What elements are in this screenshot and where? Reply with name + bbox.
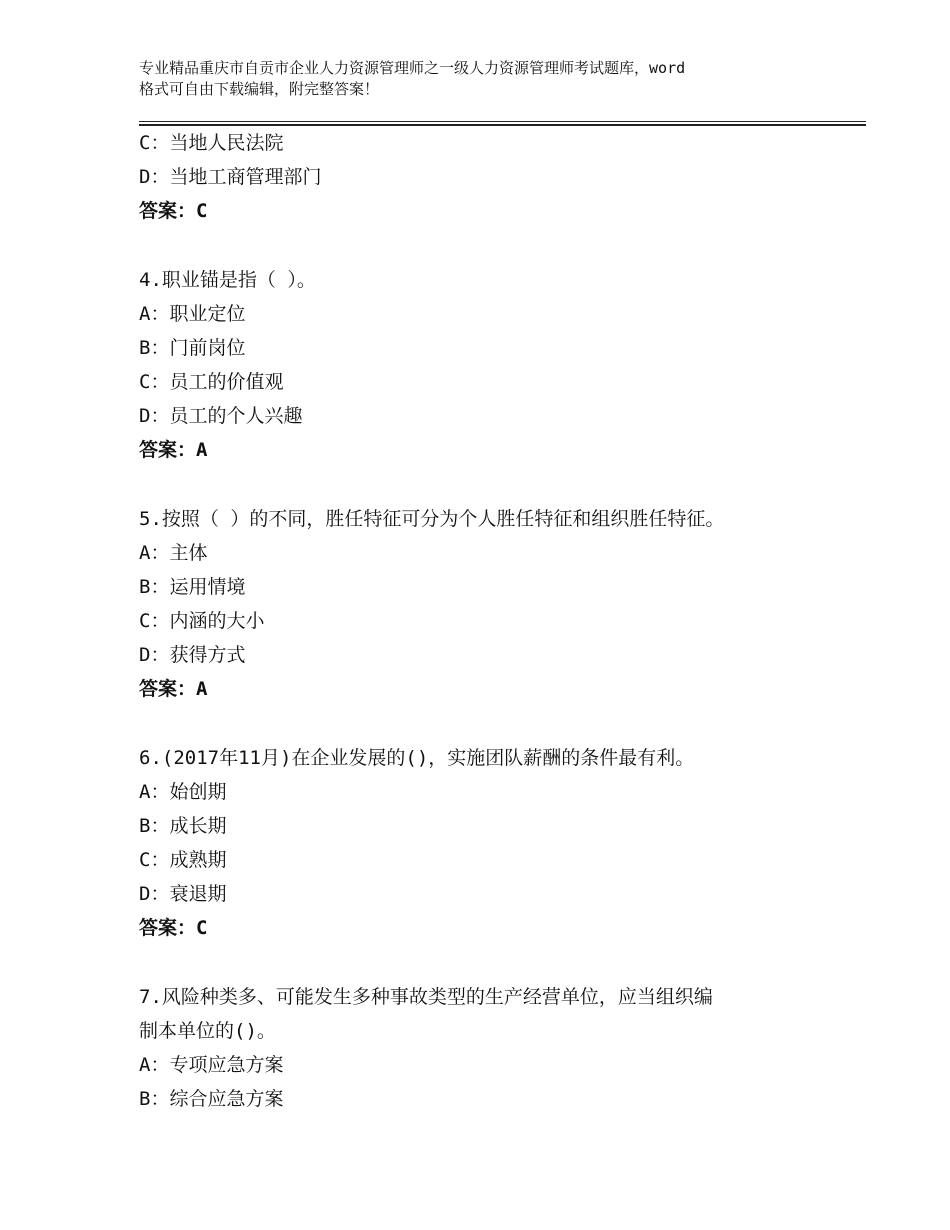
option-line: D：员工的个人兴趣 (139, 405, 303, 427)
option-line: C：内涵的大小 (139, 610, 265, 632)
option-line: A：职业定位 (139, 303, 246, 325)
option-line: A：始创期 (139, 781, 227, 803)
option-line: C：当地人民法院 (139, 132, 284, 154)
option-line: A：主体 (139, 542, 208, 564)
question-spacer (139, 706, 839, 741)
option-line: B：运用情境 (139, 576, 246, 598)
option-line: C：员工的价值观 (139, 371, 284, 393)
question-stem: 5.按照（ ）的不同，胜任特征可分为个人胜任特征和组织胜任特征。 (139, 508, 725, 530)
answer-line: 答案：A (139, 678, 208, 700)
question-spacer (139, 467, 839, 502)
question-stem-continued: 制本单位的()。 (139, 1020, 276, 1042)
document-header (139, 58, 829, 100)
option-line: D：获得方式 (139, 644, 246, 666)
option-line: B：综合应急方案 (139, 1088, 284, 1110)
question-stem: 7.风险种类多、可能发生多种事故类型的生产经营单位，应当组织编 (139, 986, 713, 1008)
option-line: D：当地工商管理部门 (139, 166, 322, 188)
option-line: D：衰退期 (139, 883, 227, 905)
question-spacer (139, 228, 839, 263)
option-line: B：门前岗位 (139, 337, 246, 359)
answer-line: 答案：C (139, 917, 208, 939)
option-line: C：成熟期 (139, 849, 227, 871)
question-stem: 6.(2017年11月)在企业发展的()，实施团队薪酬的条件最有利。 (139, 747, 695, 769)
question-spacer (139, 945, 839, 980)
option-line: B：成长期 (139, 815, 227, 837)
option-line: A：专项应急方案 (139, 1054, 284, 1076)
header-line-2: 格式可自由下载编辑，附完整答案！ (139, 80, 380, 98)
question-list (139, 126, 839, 1116)
answer-line: 答案：C (139, 200, 208, 222)
header-line-1: 专业精品重庆市自贡市企业人力资源管理师之一级人力资源管理师考试题库，word (139, 59, 686, 77)
question-stem: 4.职业锚是指（ ）。 (139, 269, 316, 291)
answer-line: 答案：A (139, 439, 208, 461)
